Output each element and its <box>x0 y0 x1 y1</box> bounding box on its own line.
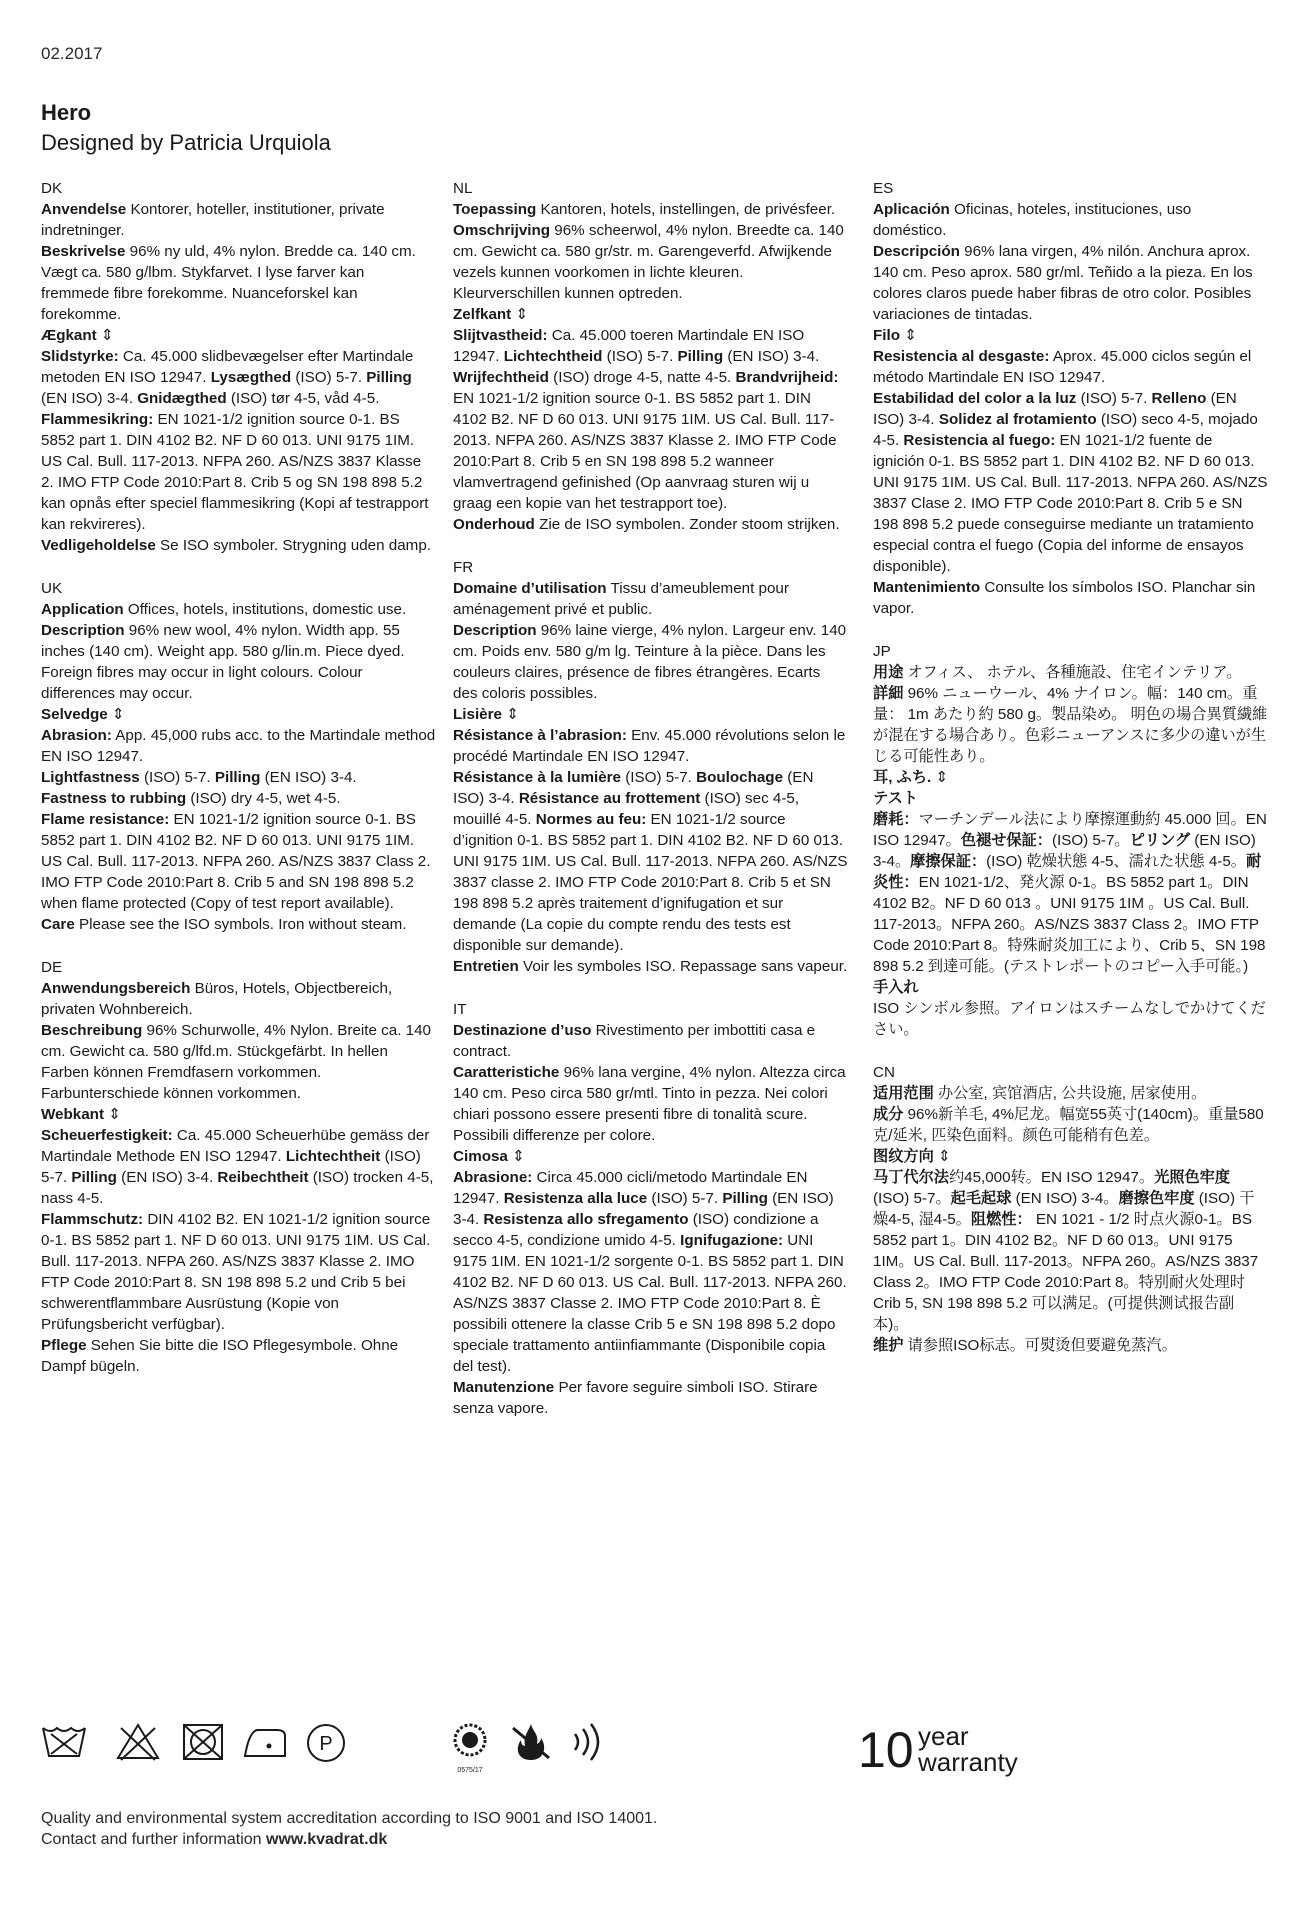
spec-term: Entretien <box>453 958 519 975</box>
spec-term: Pilling <box>214 769 261 786</box>
spec-term: Reibechtheit <box>217 1169 309 1186</box>
spec-text: ⇕ <box>511 306 529 323</box>
spec-term: Domaine d’utilisation <box>453 580 607 597</box>
spec-term: Flame resistance: <box>41 811 170 828</box>
section-it <box>453 999 848 1419</box>
spec-text: EN 1021-1/2 source d’ignition 0-1. BS 5852 part 1. DIN 4102 B2. NF D 60 013. UNI 9175 1IM. US Cal. Bull. 117-2013. NFPA 260. AS/NZS 3837 classe 2. IMO FTP Code 2010:Part 8. Crib 5 et SN 198 898 5.2 après traitement d’ignifugation et sur demande (La copie du compte rendu des tests est disponible sur demande). <box>453 811 848 954</box>
svg-text:P: P <box>319 1733 333 1755</box>
spec-term: Résistance à l’abrasion: <box>453 727 627 744</box>
spec-text: (EN ISO) 3-4. <box>453 769 814 807</box>
spec-term: Ægkant <box>41 327 97 344</box>
spec-text: (ISO) sec 4-5, mouillé 4-5. <box>453 790 800 828</box>
spec-text: ⇕ <box>104 1106 121 1123</box>
spec-term: Omschrijving <box>453 222 551 239</box>
spec-term: Flammesikring: <box>41 411 154 428</box>
spec-term: Wrijfechtheid <box>453 369 549 386</box>
spec-term: Ignifugazione: <box>680 1232 784 1249</box>
spec-term: Resistenza alla luce <box>503 1190 648 1207</box>
spec-term: Resistenza allo sfregamento <box>483 1211 689 1228</box>
spec-text: ⇕ <box>931 769 949 786</box>
spec-term: Description <box>41 622 125 639</box>
spec-text: UNI 9175 1IM. EN 1021-1/2 sorgente 0-1. BS 5852 part 1. DIN 4102 B2. NF D 60 013. US Cal. Bull. 117-2013. NFPA 260. AS/NZS 3837 Classe 2. IMO FTP Code 2010:Part 8. È possibili ottenere la classe Crib 5 e SN 198 898 5.2 dopo speciale trattamento antiinfiammante (Disponibile copia del test). <box>453 1232 847 1375</box>
section-language: IT <box>453 1001 467 1018</box>
spec-term: 摩擦保証： <box>910 853 987 870</box>
spec-text: (ISO) 5-7. <box>602 348 678 365</box>
spec-term: 耳, ふち. <box>873 769 932 786</box>
column-1 <box>41 178 436 1399</box>
spec-text: (EN ISO) 3-4。 <box>873 832 1256 870</box>
spec-text: (EN ISO) 3-4. <box>41 390 138 407</box>
spec-term: Slidstyrke: <box>41 348 119 365</box>
spec-term: 适用范围 <box>873 1085 934 1102</box>
spec-term: Pflege <box>41 1337 87 1354</box>
spec-term: Lichtechtheid <box>503 348 603 365</box>
spec-text: Env. 45.000 révolutions selon le procédé Martindale EN ISO 12947. <box>453 727 846 765</box>
spec-term: 手入れ <box>873 979 919 996</box>
spec-text: ISO シンボル参照。アイロンはスチームなしでかけてください。 <box>873 1000 1266 1038</box>
spec-text: Please see the ISO symbols. Iron without steam. <box>74 916 407 933</box>
spec-term: Abrasion: <box>41 727 112 744</box>
spec-term: 色褪せ保証： <box>960 832 1052 849</box>
spec-text: 请参照ISO标志。可熨烫但要避免蒸汽。 <box>903 1337 1177 1354</box>
dry-clean-p-icon <box>305 1722 347 1764</box>
spec-text: (EN ISO) 3-4. <box>260 769 357 786</box>
spec-text: Kontorer, hoteller, institutioner, private indretninger. <box>41 201 385 239</box>
spec-text: ⇕ <box>107 706 125 723</box>
spec-text: Zie de ISO symbolen. Zonder stoom strijken. <box>534 516 840 533</box>
spec-text: ⇕ <box>501 706 519 723</box>
spec-term: Aplicación <box>873 201 950 218</box>
section-nl <box>453 178 848 535</box>
spec-term: Fastness to rubbing <box>41 790 187 807</box>
spec-term: 维护 <box>873 1337 904 1354</box>
spec-text: Büros, Hotels, Objectbereich, privaten Wohnbereich. <box>41 980 393 1018</box>
spec-text: Oficinas, hoteles, instituciones, uso doméstico. <box>873 201 1192 239</box>
spec-term: Anwendungsbereich <box>41 980 191 997</box>
spec-text: Tissu d’ameublement pour aménagement privé et public. <box>453 580 789 618</box>
spec-term: Estabilidad del color a la luz <box>873 390 1077 407</box>
spec-text: ⇕ <box>507 1148 525 1165</box>
spec-term: Resistencia al desgaste: <box>873 348 1050 365</box>
spec-text: (EN ISO) 3-4. <box>873 390 1237 428</box>
spec-text: Ca. 45.000 Scheuerhübe gemäss der Martindale Methode EN ISO 12947. <box>41 1127 430 1165</box>
eu-ecolabel-icon <box>449 1722 491 1774</box>
spec-term: Flammschutz: <box>41 1211 144 1228</box>
spec-text: DIN 4102 B2. EN 1021-1/2 ignition source 0-1. BS 5852 part 1. NF D 60 013. UNI 9175 1IM. US Cal. Bull. 117-2013. NFPA 260. AS/NZS 3837 Klasse 2. IMO FTP Code 2010:Part 8. SN 198 898 5.2 und Crib 5 bei schwerentflammbare Ausrüstung (Kopie von Prüfungsbericht verfügbar). <box>41 1211 431 1333</box>
spec-text: ⇕ <box>900 327 917 344</box>
spec-text: Ca. 45.000 toeren Martindale EN ISO 12947. <box>453 327 805 365</box>
spec-text: (ISO) 5-7。 <box>1051 832 1130 849</box>
spec-term: 用途 <box>873 664 904 681</box>
spec-term: Descripción <box>873 243 960 260</box>
spec-text: Rivestimento per imbottiti casa e contract. <box>453 1022 816 1060</box>
section-language: CN <box>873 1064 895 1081</box>
spec-text: (ISO) seco 4-5, mojado 4-5. <box>873 411 1258 449</box>
warranty-badge <box>858 1720 1078 1790</box>
spec-term: Resistencia al fuego: <box>903 432 1056 449</box>
spec-term: Application <box>41 601 124 618</box>
spec-text: (EN ISO) 3-4. <box>453 1190 834 1228</box>
spec-term: Filo <box>873 327 900 344</box>
spec-term: Pilling <box>366 369 412 386</box>
spec-term: 起毛起球 <box>950 1190 1012 1207</box>
designer-line: Designed by Patricia Urquiola <box>41 130 331 155</box>
spec-text: EN 1021 - 1/2 时点火源0-1。BS 5852 part 1。DIN 4102 B2。NF D 60 013。UNI 9175 1IM。US Cal. Bull. 117-2013。NFPA 260。AS/NZS 3837 Class 2。IMO FTP Code 2010:Part 8。特别耐火处理时Crib 5, SN 198 898 5.2 可以满足。(可提供测试报告副本)。 <box>873 1211 1259 1333</box>
section-fr <box>453 557 848 977</box>
spec-term: 成分 <box>873 1106 904 1123</box>
section-jp <box>873 641 1268 1040</box>
spec-term: 光照色牢度 <box>1154 1169 1231 1186</box>
spec-term: Toepassing <box>453 201 537 218</box>
spec-text: 办公室, 宾馆酒店, 公共设施, 居家使用。 <box>933 1085 1207 1102</box>
section-language: FR <box>453 559 474 576</box>
document-title <box>41 98 331 158</box>
spec-text: オフィス、 ホテル、各種施設、住宅インテリア。 <box>903 664 1242 681</box>
spec-term: Caratteristiche <box>453 1064 560 1081</box>
warranty-years: 10 <box>858 1722 914 1778</box>
spec-text: ⇕ <box>933 1148 951 1165</box>
spec-term: 耐炎性： <box>873 853 1262 891</box>
document-date: 02.2017 <box>41 44 103 63</box>
spec-term: Manutenzione <box>453 1379 555 1396</box>
spec-text: (EN ISO) 3-4. <box>116 1169 218 1186</box>
section-uk <box>41 578 436 935</box>
spec-text: (EN ISO) 3-4。 <box>1011 1190 1119 1207</box>
spec-term: Description <box>453 622 537 639</box>
footer-contact-text: Contact and further information <box>41 1831 267 1848</box>
spec-text: (ISO) tør 4-5, våd 4-5. <box>226 390 380 407</box>
spec-term: Lisière <box>453 706 502 723</box>
spec-term: 马丁代尔法 <box>873 1169 949 1186</box>
spec-term: Onderhoud <box>453 516 535 533</box>
website-link[interactable]: www.kvadrat.dk <box>266 1831 388 1848</box>
spec-term: Résistance au frottement <box>518 790 701 807</box>
spec-columns <box>41 178 1271 1678</box>
spec-text: 约45,000转。EN ISO 12947。 <box>948 1169 1155 1186</box>
spec-term: Abrasione: <box>453 1169 533 1186</box>
sound-absorbing-icon <box>569 1722 605 1762</box>
spec-text: (ISO) 5-7. <box>1076 390 1152 407</box>
spec-text: Consulte los símbolos ISO. Planchar sin vapor. <box>873 579 1256 617</box>
spec-text: 96% lana vergine, 4% nylon. Altezza circa 140 cm. Peso circa 580 gr/mtl. Tinto in pezza. Nei colori chiari possono essere presenti fibre di tonalità scure. Possibili differenze per colore. <box>453 1064 846 1144</box>
spec-term: Beskrivelse <box>41 243 126 260</box>
spec-text: (ISO) 干燥4-5, 湿4-5。 <box>873 1190 1255 1228</box>
spec-text: EN 1021-1/2 ignition source 0-1. BS 5852 part 1. DIN 4102 B2. NF D 60 013. UNI 9175 1IM. US Cal. Bull. 117-2013. NFPA 260. AS/NZS 3837 Klasse 2. IMO FTP Code 2010:Part 8. Crib 5 og SN 198 898 5.2 kan opnås efter speciel flammesikring (Kopi af testrapport kan rekvireres). <box>41 411 429 533</box>
spec-text: (ISO) 乾燥状態 4-5、濡れた状態 4-5。 <box>986 853 1246 870</box>
column-3 <box>873 178 1268 1378</box>
section-language: ES <box>873 180 894 197</box>
spec-text: App. 45,000 rubs acc. to the Martindale method EN ISO 12947. <box>41 727 436 765</box>
spec-term: 图纹方向 <box>873 1148 934 1165</box>
section-language: JP <box>873 643 891 660</box>
spec-text: EN 1021-1/2、発火源 0-1。BS 5852 part 1。DIN 4102 B2。NF D 60 013 。UNI 9175 1IM 。US Cal. Bull. 117-2013。NFPA 260。AS/NZS 3837 Class 2。IMO FTP Code 2010:Part 8。特殊耐炎加工により、Crib 5、SN 198 898 5.2 到達可能。(テストレポートのコピー入手可能。) <box>873 874 1266 975</box>
spec-text: EN 1021-1/2 ignition source 0-1. BS 5852 part 1. DIN 4102 B2. NF D 60 013. UNI 9175 1IM. US Cal. Bull. 117-2013. NFPA 260. AS/NZS 3837 Class 2. IMO FTP Code 2010:Part 8. Crib 5 and SN 198 898 5.2 when flame protected (Copy of test report available). <box>41 811 431 912</box>
spec-term: テスト <box>873 790 918 807</box>
section-language: UK <box>41 580 63 597</box>
spec-text: Ca. 45.000 slidbevægelser efter Martindale metoden EN ISO 12947. <box>41 348 414 386</box>
spec-text: 96% scheerwol, 4% nylon. Breedte ca. 140 cm. Gewicht ca. 580 gr/str. m. Garengeverfd. Afwijkende vezels kunnen voorkomen in lichte kleuren. Kleurverschillen kunnen optreden. <box>453 222 844 302</box>
spec-text: Per favore seguire simboli ISO. Stirare senza vapore. <box>453 1379 818 1417</box>
spec-term: Normes au feu: <box>535 811 647 828</box>
spec-term: Pilling <box>722 1190 768 1207</box>
spec-term: Scheuerfestigkeit: <box>41 1127 173 1144</box>
spec-text: (EN ISO) 3-4. <box>723 348 820 365</box>
spec-text: Voir les symboles ISO. Repassage sans vapeur. <box>518 958 848 975</box>
spec-text: 96%新羊毛, 4%尼龙。幅宽55英寸(140cm)。重量580克/延米, 匹染色面料。颜色可能稍有色差。 <box>873 1106 1264 1144</box>
spec-term: Beschreibung <box>41 1022 143 1039</box>
spec-term: Vedligeholdelse <box>41 537 156 554</box>
spec-text: Offices, hotels, institutions, domestic use. <box>123 601 407 618</box>
spec-text: Sehen Sie bitte die ISO Pflegesymbole. Ohne Dampf bügeln. <box>41 1337 399 1375</box>
warranty-label: warranty <box>918 1747 1018 1777</box>
flame-retardant-icon <box>509 1722 553 1762</box>
spec-term: Webkant <box>41 1106 105 1123</box>
symbol-row <box>41 1722 1271 1792</box>
iron-low-icon <box>241 1722 289 1762</box>
spec-term: Selvedge <box>41 706 108 723</box>
spec-text: Kantoren, hotels, instellingen, de privésfeer. <box>536 201 836 218</box>
spec-text: (ISO) 5-7. <box>291 369 367 386</box>
spec-term: Cimosa <box>453 1148 508 1165</box>
section-es <box>873 178 1268 619</box>
wash-40-icon <box>41 1722 87 1762</box>
spec-text: (ISO) 5-7. <box>139 769 215 786</box>
spec-term: ピリング <box>1129 832 1191 849</box>
spec-text: マーチンデール法により摩擦運動約 45.000 回。EN ISO 12947。 <box>873 811 1267 849</box>
spec-text: 96% Schurwolle, 4% Nylon. Breite ca. 140 cm. Gewicht ca. 580 g/lfd.m. Stückgefärbt. In hellen Farben können Fremdfasern vorkommen. Farbunterschiede können vorkommen. <box>41 1022 431 1102</box>
spec-text: 96% lana virgen, 4% nilón. Anchura aprox. 140 cm. Peso aprox. 580 gr/ml. Teñido a la pieza. En los colores claros puede haber fibras de otro color. Posibles variaciones de tintadas. <box>873 243 1253 323</box>
spec-text: (ISO) 5-7。 <box>873 1190 951 1207</box>
spec-text: EN 1021-1/2 fuente de ignición 0-1. BS 5852 part 1. DIN 4102 B2. NF D 60 013. UNI 9175 1IM. US Cal. Bull. 117-2013. NFPA 260. AS/NZS 3837 Clase 2. IMO FTP Code 2010:Part 8. Crib 5 e SN 198 898 5.2 puede conseguirse mediante un tratamiento especial contra el fuego (Copia del informe de ensayos disponible). <box>873 432 1268 575</box>
spec-text: (ISO) condizione a secco 4-5, condizione umido 4-5. <box>453 1211 819 1249</box>
spec-term: Résistance à la lumière <box>453 769 621 786</box>
spec-text: Circa 45.000 cicli/metodo Martindale EN 12947. <box>453 1169 808 1207</box>
footer-accreditation: Quality and environmental system accreditation according to ISO 9001 and ISO 14001. <box>41 1810 658 1827</box>
spec-term: 阻燃性： <box>970 1211 1032 1228</box>
spec-term: Relleno <box>1151 390 1207 407</box>
no-tumble-dry-icon <box>181 1722 225 1762</box>
spec-term: Zelfkant <box>453 306 512 323</box>
spec-term: Destinazione d’uso <box>453 1022 592 1039</box>
spec-text: EN 1021-1/2 ignition source 0-1. BS 5852 part 1. DIN 4102 B2. NF D 60 013. UNI 9175 1IM. US Cal. Bull. 117-2013. NFPA 260. AS/NZS 3837 Klasse 2. IMO FTP Code 2010:Part 8. Crib 5 en SN 198 898 5.2 wanneer vlamvertragend gefinished (Op aanvraag sturen wij u graag een kopie van het testrapport toe). <box>453 390 837 512</box>
spec-term: Gnidægthed <box>137 390 227 407</box>
spec-term: Brandvrijheid: <box>735 369 839 386</box>
spec-term: Lichtechtheit <box>285 1148 381 1165</box>
spec-term: 磨耗： <box>873 811 919 828</box>
spec-text: 96% ny uld, 4% nylon. Bredde ca. 140 cm. Vægt ca. 580 g/lbm. Stykfarvet. I lyse farver kan fremmede fibre forekomme. Nuanceforskel kan forekomme. <box>41 243 416 323</box>
spec-text: 96% new wool, 4% nylon. Width app. 55 inches (140 cm). Weight app. 580 g/lin.m. Piece dyed. Foreign fibres may occur in light colours. Colour differences may occur. <box>41 622 405 702</box>
spec-term: Mantenimiento <box>873 579 981 596</box>
product-name: Hero <box>41 100 92 125</box>
spec-text: (ISO) 5-7. <box>647 1190 723 1207</box>
spec-term: 詳細 <box>873 685 904 702</box>
spec-text: ⇕ <box>96 327 114 344</box>
section-de <box>41 957 436 1377</box>
spec-term: Slijtvastheid: <box>453 327 548 344</box>
spec-term: Pilling <box>71 1169 117 1186</box>
spec-text: Aprox. 45.000 ciclos según el método Martindale EN ISO 12947. <box>873 348 1252 386</box>
no-bleach-icon <box>115 1722 161 1762</box>
column-2 <box>453 178 848 1441</box>
spec-text: 96% ニューウール、4% ナイロン。幅：140 cm。重量： 1m あたり約 580 g。製品染め。 明色の場合異質繊維が混在する場合あり。色彩ニューアンスに多少の違いが生じる可能性あり。 <box>873 685 1268 765</box>
section-language: DE <box>41 959 63 976</box>
spec-text: (ISO) 5-7. <box>621 769 697 786</box>
spec-text: (ISO) droge 4-5, natte 4-5. <box>548 369 736 386</box>
spec-term: Care <box>41 916 75 933</box>
section-language: NL <box>453 180 473 197</box>
spec-text: Se ISO symboler. Strygning uden damp. <box>155 537 432 554</box>
cert-code: 0575/17 <box>457 1767 483 1774</box>
spec-term: 磨擦色牢度 <box>1118 1190 1195 1207</box>
spec-term: Solidez al frotamiento <box>938 411 1097 428</box>
spec-term: Lightfastness <box>41 769 140 786</box>
section-cn <box>873 1062 1268 1356</box>
spec-term: Boulochage <box>696 769 784 786</box>
footer-contact <box>41 1829 657 1850</box>
spec-text: (ISO) 5-7. <box>41 1148 421 1186</box>
spec-text: (ISO) dry 4-5, wet 4-5. <box>186 790 341 807</box>
footer <box>41 1808 657 1850</box>
section-language: DK <box>41 180 63 197</box>
spec-text: 96% laine vierge, 4% nylon. Largeur env. 140 cm. Poids env. 580 g/m lg. Teinture à la pièce. Dans les couleurs claires, présence de fibres étrangères. Ecarts des coloris possibles. <box>453 622 847 702</box>
spec-term: Anvendelse <box>41 201 127 218</box>
warranty-year-label: year <box>918 1721 969 1751</box>
spec-term: Pilling <box>677 348 724 365</box>
spec-text: (ISO) trocken 4-5, nass 4-5. <box>41 1169 434 1207</box>
spec-term: Lysægthed <box>210 369 292 386</box>
section-dk <box>41 178 436 556</box>
